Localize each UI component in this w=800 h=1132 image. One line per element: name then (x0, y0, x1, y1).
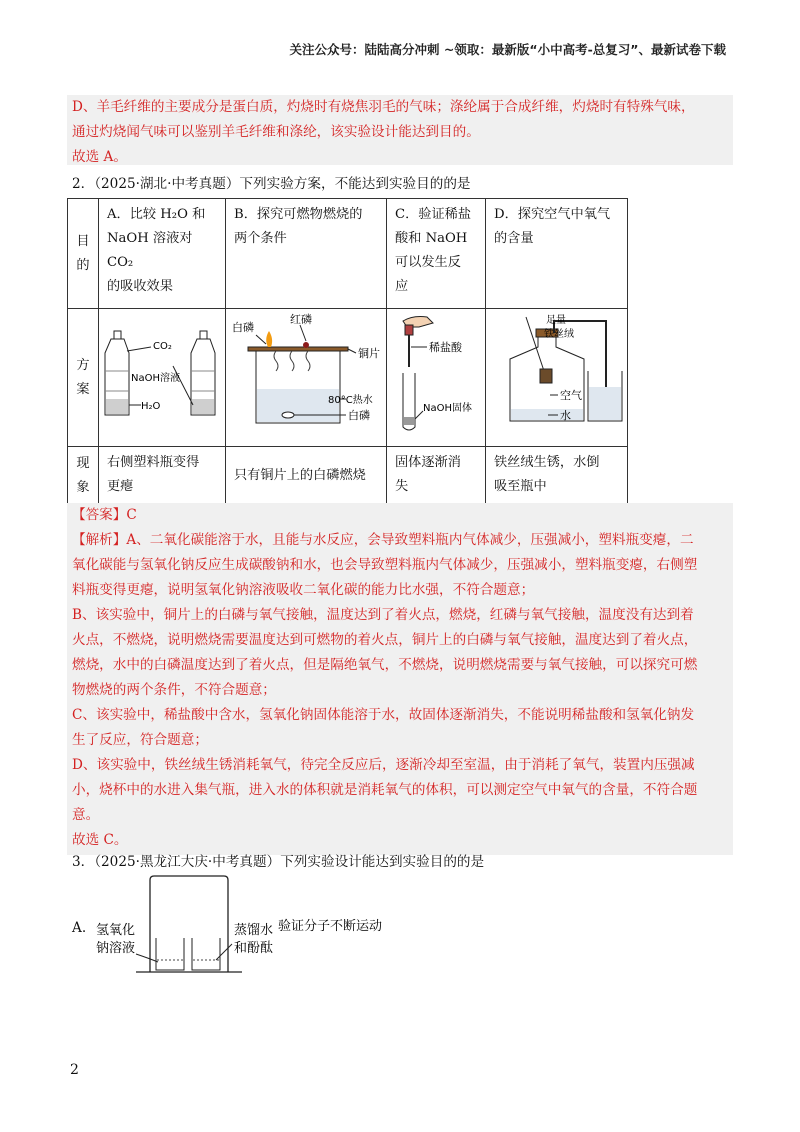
steam-icon (274, 351, 310, 371)
explanation-line: 故选 C。 (72, 832, 128, 848)
combustion-figure (228, 311, 384, 435)
water-label-d: 水 (560, 409, 571, 422)
figure-a-cell (99, 309, 226, 447)
large-beaker (150, 876, 228, 972)
answer-label: 【答案】C (72, 507, 137, 523)
white-phosphorus-in-water (282, 412, 294, 418)
phenomenon-b (226, 447, 387, 505)
copper-plate-label: 铜片 (358, 347, 380, 360)
phenomenon-line: 只有铜片上的白磷燃烧 (234, 467, 366, 483)
purpose-line: NaOH 溶液对 CO₂ (107, 231, 193, 270)
white-phosphorus-water-label: 白磷 (348, 409, 370, 422)
bottle-cap (114, 331, 121, 339)
bottle-water (511, 409, 583, 420)
phenomenon-c (387, 447, 486, 505)
beaker-water (589, 387, 621, 420)
row-label-char: 象 (76, 479, 90, 495)
explanation-line: 火点，不燃烧，说明燃烧需要温度达到可燃物的着火点，铜片上的白磷与氧气接触，温度达到了着火点， (72, 632, 698, 648)
explanation-line: 生了反应，符合题意； (72, 732, 208, 748)
hot-water (257, 389, 339, 422)
small-beaker-left (156, 938, 184, 970)
test-tube-figure (389, 311, 483, 435)
phenomenon-d (486, 447, 628, 505)
white-phosphorus-label: 白磷 (232, 321, 254, 334)
purpose-c (387, 199, 486, 309)
row-label-phenomenon (68, 447, 99, 505)
explanation-line: 小，烧杯中的水进入集气瓶，进入水的体积就是消耗氧气的体积，可以测定空气中氧气的含量，不符合题 (72, 782, 698, 798)
distilled-water-label-line1: 蒸馏水 (234, 923, 274, 938)
purpose-line: 的含量 (494, 231, 534, 246)
dropper-bulb (405, 325, 413, 335)
small-beaker-right (192, 938, 220, 970)
purpose-line: 可以发生反 (395, 255, 461, 270)
phenomenon-line: 固体逐渐消 (395, 455, 461, 470)
figure-d-cell (486, 309, 628, 447)
bottle-cap (200, 331, 207, 339)
naoh-solid-label: NaOH固体 (423, 403, 472, 414)
sufficient-label: 足量 (546, 315, 566, 326)
iron-wool (540, 369, 552, 383)
phenomenon-line: 更瘪 (107, 479, 134, 494)
naoh-solution-label: NaOH溶液 (131, 373, 180, 384)
naoh-solid (404, 417, 414, 425)
explanation-line: C、该实验中，稀盐酸中含水，氢氧化钠固体能溶于水，故固体逐渐消失，不能说明稀盐酸和氢氧化钠发 (72, 707, 695, 723)
row-label-char: 现 (76, 455, 90, 471)
answer-line: D、羊毛纤维的主要成分是蛋白质，灼烧时有烧焦羽毛的气味；涤纶属于合成纤维，灼烧时有特殊气味， (72, 99, 695, 115)
question-2-answer-block (67, 503, 733, 855)
right-bottle-liquid (192, 399, 214, 414)
row-label-char: 目 (76, 233, 90, 249)
purpose-line: B．探究可燃物燃烧的 (234, 207, 363, 222)
purpose-b (226, 199, 387, 309)
dilute-acid-label: 稀盐酸 (429, 341, 462, 354)
purpose-line: 的吸收效果 (107, 279, 173, 294)
explanation-line: 【解析】A、二氧化碳能溶于水，且能与水反应，会导致塑料瓶内气体减少，压强减小，塑料瓶变瘪，二 (72, 532, 694, 548)
plastic-bottles-figure (101, 311, 223, 435)
explanation-line: 物燃烧的两个条件，不符合题意； (72, 682, 276, 698)
purpose-line: 应 (395, 279, 409, 294)
diffusion-figure (92, 872, 432, 982)
red-phosphorus-label: 红磷 (290, 313, 312, 326)
question-2-table (67, 198, 628, 505)
row-label-char: 案 (76, 381, 90, 397)
flame-icon (266, 331, 272, 347)
answer-line: 通过灼烧闻气味可以鉴别羊毛纤维和涤纶，该实验设计能达到目的。 (72, 124, 480, 140)
phenomenon-line: 失 (395, 479, 409, 494)
explanation-line: 意。 (72, 807, 100, 823)
red-phosphorus-dot (303, 342, 309, 348)
distilled-water-label-line2: 和酚酞 (234, 941, 274, 956)
row-label-char: 的 (76, 257, 90, 273)
explanation-line: D、该实验中，铁丝绒生锈消耗氧气，待完全反应后，逐渐冷却至室温，由于消耗了氧气，装置内压强减 (72, 757, 695, 773)
purpose-line: 酸和 NaOH (395, 231, 468, 246)
figure-b-cell (226, 309, 387, 447)
purpose-line: 两个条件 (234, 231, 287, 246)
explanation-line: 料瓶变得更瘪，说明氢氧化钠溶液吸收二氧化碳的能力比水强，不符合题意； (72, 582, 535, 598)
question-2-stem: 2．（2025·湖北·中考真题）下列实验方案，不能达到实验目的的是 (72, 176, 471, 192)
co2-label: CO₂ (153, 341, 172, 352)
explanation-line: 燃烧，水中的白磷温度达到了着火点，但是隔绝氧气，不燃烧，说明燃烧需要与氧气接触，可以探究可燃 (72, 657, 698, 673)
explanation-line: 氧化碳能与氢氧化钠反应生成碳酸钠和水，也会导致塑料瓶内气体减少，压强减小，塑料瓶变瘪，右侧塑 (72, 557, 698, 573)
purpose-line: D．探究空气中氧气 (494, 207, 611, 222)
figure-c-cell (387, 309, 486, 447)
row-label-char: 方 (76, 357, 90, 373)
explanation-line: B、该实验中，铜片上的白磷与氧气接触，温度达到了着火点，燃烧，红磷与氧气接触，温度没有达到着 (72, 607, 694, 623)
oxygen-measurement-figure (488, 311, 625, 435)
purpose-a (99, 199, 226, 309)
option-a-purpose: 验证分子不断运动 (278, 919, 383, 934)
water-label: H₂O (141, 401, 161, 412)
left-bottle-liquid (106, 399, 128, 414)
naoh-label-line2: 钠溶液 (96, 941, 136, 956)
page-header: 关注公众号：陆陆高分冲刺 ~领取：最新版“小中高考-总复习”、最新试卷下载 (289, 42, 726, 57)
air-label: 空气 (560, 389, 582, 402)
hot-water-label: 80°C热水 (328, 395, 373, 406)
row-label-purpose (68, 199, 99, 309)
previous-answer-block (67, 95, 733, 165)
copper-plate (248, 347, 348, 351)
answer-line: 故选 A。 (72, 149, 127, 165)
row-label-plan (68, 309, 99, 447)
phenomenon-line: 右侧塑料瓶变得 (107, 455, 200, 470)
phenomenon-line: 吸至瓶中 (494, 479, 547, 494)
wire (526, 317, 544, 371)
purpose-d (486, 199, 628, 309)
page-number: 2 (70, 1062, 79, 1078)
naoh-label-line1: 氢氧化 (96, 923, 136, 938)
purpose-line: C．验证稀盐 (395, 207, 472, 222)
purpose-line: A．比较 H₂O 和 (107, 207, 206, 222)
question-3-stem: 3．（2025·黑龙江大庆·中考真题）下列实验设计能达到实验目的的是 (72, 854, 485, 870)
question-3-option-a (72, 872, 432, 982)
phenomenon-a (99, 447, 226, 505)
phenomenon-line: 铁丝绒生锈，水倒 (494, 455, 600, 470)
option-letter: A. (72, 920, 87, 936)
iron-wool-label: 铁丝绒 (544, 329, 574, 340)
